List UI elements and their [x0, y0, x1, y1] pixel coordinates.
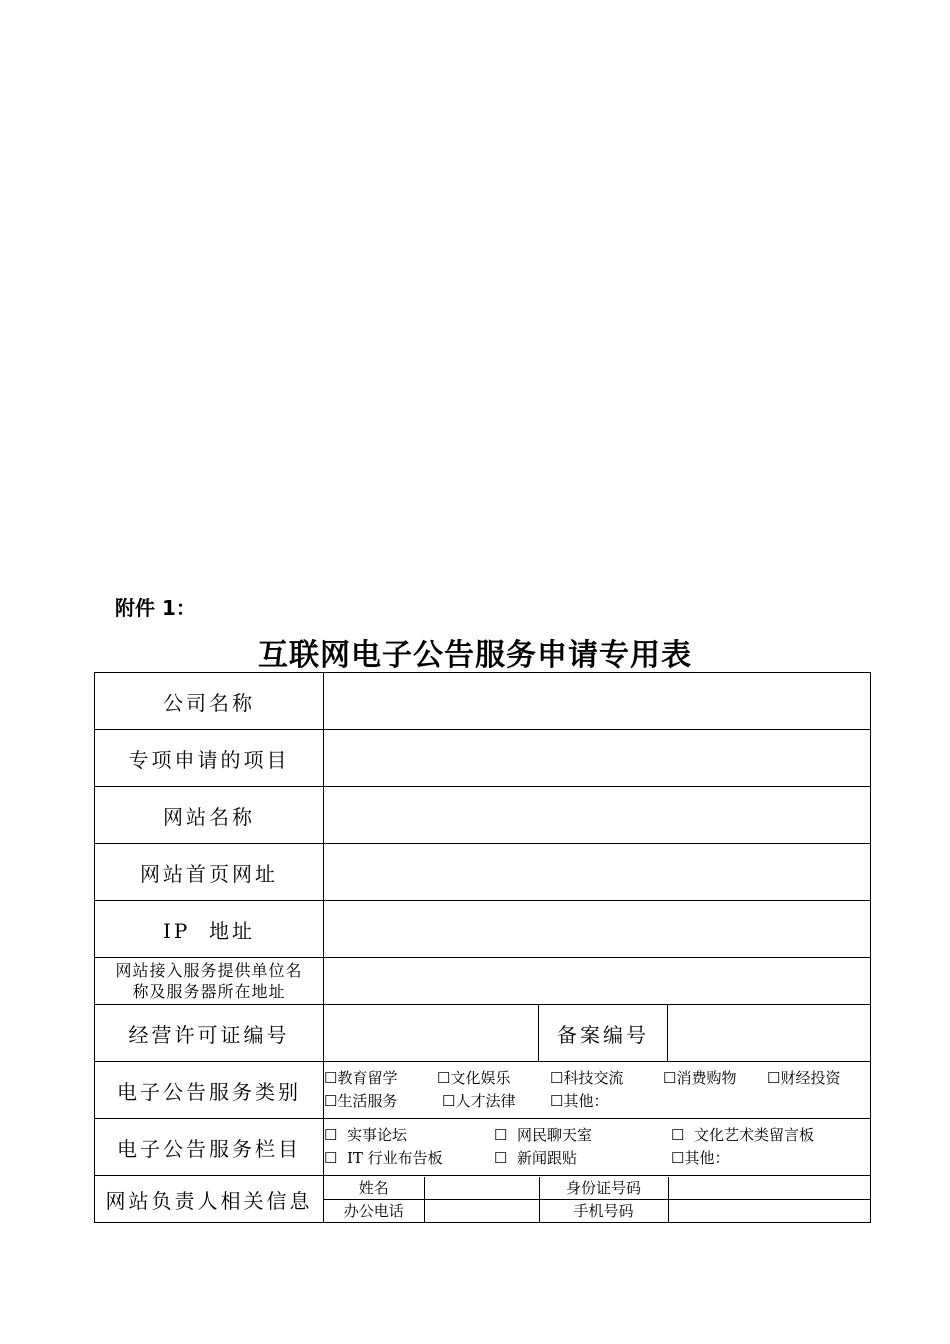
id-number-field[interactable] [668, 1177, 871, 1200]
service-category-options-row1 [324, 1067, 870, 1090]
filing-number-field[interactable] [668, 1005, 871, 1062]
license-number-label: 经营许可证编号 [95, 1005, 324, 1062]
service-column-options-row1 [324, 1124, 870, 1147]
application-form-table [94, 672, 871, 1223]
access-provider-field[interactable] [324, 958, 871, 1005]
mobile-label: 手机号码 [539, 1199, 668, 1222]
row-access-provider [95, 958, 871, 1005]
responsible-person-info [324, 1176, 871, 1223]
service-column-options-row2 [324, 1147, 870, 1170]
service-category-options-row2 [324, 1090, 870, 1113]
name-field[interactable] [424, 1177, 539, 1200]
column-option-other[interactable]: ☐其他： [671, 1149, 730, 1167]
ip-address-label: IP 地址 [95, 901, 324, 958]
access-provider-label-line1: 网站接入服务提供单位名 [115, 961, 303, 980]
responsible-person-label: 网站负责人相关信息 [95, 1176, 324, 1223]
name-label: 姓名 [324, 1177, 424, 1200]
category-option-shopping[interactable]: ☐消费购物 [663, 1069, 737, 1087]
access-provider-label-line2: 称及服务器所在地址 [132, 982, 286, 1001]
website-name-label: 网站名称 [95, 787, 324, 844]
homepage-url-field[interactable] [324, 844, 871, 901]
category-option-entertainment[interactable]: ☐文化娱乐 [437, 1069, 511, 1087]
service-category-label: 电子公告服务类别 [95, 1062, 324, 1119]
row-ip-address [95, 901, 871, 958]
mobile-field[interactable] [668, 1199, 871, 1222]
column-option-current-affairs-forum[interactable]: ☐ 实事论坛 [324, 1126, 407, 1144]
category-option-other[interactable]: ☐其他： [550, 1092, 609, 1110]
service-column-options [324, 1119, 871, 1176]
ip-address-field[interactable] [324, 901, 871, 958]
category-option-technology[interactable]: ☐科技交流 [550, 1069, 624, 1087]
column-option-it-bulletin-board[interactable]: ☐ IT 行业布告板 [324, 1149, 443, 1167]
responsible-person-table [324, 1177, 871, 1222]
company-name-label: 公司名称 [95, 673, 324, 730]
row-company-name [95, 673, 871, 730]
special-project-field[interactable] [324, 730, 871, 787]
row-service-category [95, 1062, 871, 1119]
column-option-arts-message-board[interactable]: ☐ 文化艺术类留言板 [671, 1126, 814, 1144]
category-option-finance[interactable]: ☐财经投资 [767, 1069, 841, 1087]
category-option-life-services[interactable]: ☐生活服务 [324, 1092, 398, 1110]
row-special-project [95, 730, 871, 787]
special-project-label: 专项申请的项目 [95, 730, 324, 787]
company-name-field[interactable] [324, 673, 871, 730]
website-name-field[interactable] [324, 787, 871, 844]
attachment-label: 附件 1： [115, 596, 196, 620]
category-option-education[interactable]: ☐教育留学 [324, 1069, 398, 1087]
license-number-field[interactable] [324, 1005, 539, 1062]
id-number-label: 身份证号码 [539, 1177, 668, 1200]
filing-number-label: 备案编号 [539, 1005, 668, 1062]
row-license [95, 1005, 871, 1062]
service-column-label: 电子公告服务栏目 [95, 1119, 324, 1176]
category-option-talent-law[interactable]: ☐人才法律 [442, 1092, 516, 1110]
access-provider-label [95, 958, 324, 1005]
form-title: 互联网电子公告服务申请专用表 [258, 638, 692, 673]
row-responsible-person [95, 1176, 871, 1223]
row-service-column [95, 1119, 871, 1176]
row-website-name [95, 787, 871, 844]
office-phone-label: 办公电话 [324, 1199, 424, 1222]
row-homepage-url [95, 844, 871, 901]
column-option-news-comments[interactable]: ☐ 新闻跟贴 [494, 1149, 577, 1167]
service-category-options [324, 1062, 871, 1119]
column-option-chat-room[interactable]: ☐ 网民聊天室 [494, 1126, 592, 1144]
office-phone-field[interactable] [424, 1199, 539, 1222]
homepage-url-label: 网站首页网址 [95, 844, 324, 901]
